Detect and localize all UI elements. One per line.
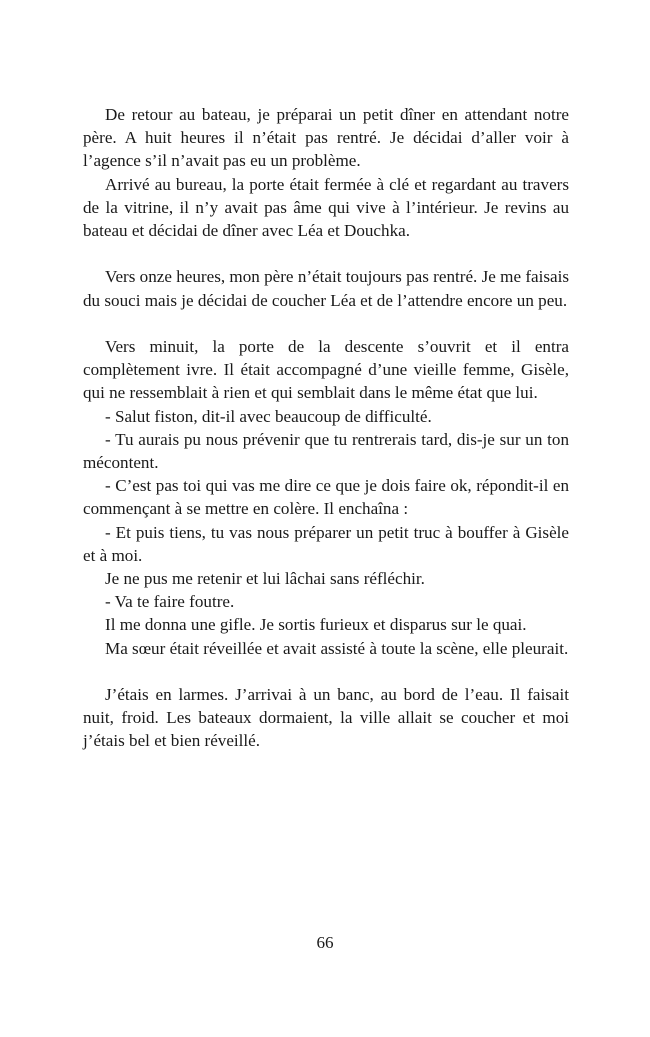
paragraph-office: Arrivé au bureau, la porte était fermée à clé et regardant au travers de la vitrine, il n’y avait pas âme qui vive à l’intérieur. Je revins au bateau et décidai de dîner avec Léa et Douchka. (83, 174, 569, 241)
paragraph-bench: J’étais en larmes. J’arrivai à un banc, au bord de l’eau. Il faisait nuit, froid. Les bateaux dormaient, la ville allait se coucher et moi j’étais bel et bien réveillé. (83, 685, 569, 751)
dialogue-line: - Et puis tiens, tu vas nous préparer un petit truc à bouffer à Gisèle et à moi. (83, 522, 569, 565)
page-body (83, 103, 569, 753)
paragraph-eleven-oclock: Vers onze heures, mon père n’était toujours pas rentré. Je me faisais du souci mais je décidai de coucher Léa et de l’attendre encore un peu. (83, 267, 569, 310)
dialogue-line: - Salut fiston, dit-il avec beaucoup de difficulté. (105, 406, 432, 426)
paragraph-narration: Il me donna une gifle. Je sortis furieux et disparus sur le quai. (105, 615, 527, 635)
page-number: 66 (316, 933, 334, 952)
paragraph-narration: Je ne pus me retenir et lui lâchai sans réfléchir. (105, 569, 425, 589)
dialogue-line: - Va te faire foutre. (105, 592, 235, 612)
paragraph-midnight: Vers minuit, la porte de la descente s’ouvrit et il entra complètement ivre. Il était accompagné d’une vieille femme, Gisèle, qui ne ressemblait à rien et qui semblait dans le même état que lui. (83, 337, 569, 403)
paragraph-narration: Ma sœur était réveillée et avait assisté à toute la scène, elle pleurait. (105, 638, 569, 658)
dialogue-line: - C’est pas toi qui vas me dire ce que je dois faire ok, répondit-il en commençant à se mettre en colère. Il enchaîna : (83, 476, 569, 519)
dialogue-line: - Tu aurais pu nous prévenir que tu rentrerais tard, dis-je sur un ton mécontent. (83, 429, 569, 473)
paragraph-return-to-boat: De retour au bateau, je préparai un petit dîner en attendant notre père. A huit heures il n’était pas rentré. Je décidai d’aller voir à l’agence s’il n’avait pas eu un problème. (83, 105, 569, 171)
